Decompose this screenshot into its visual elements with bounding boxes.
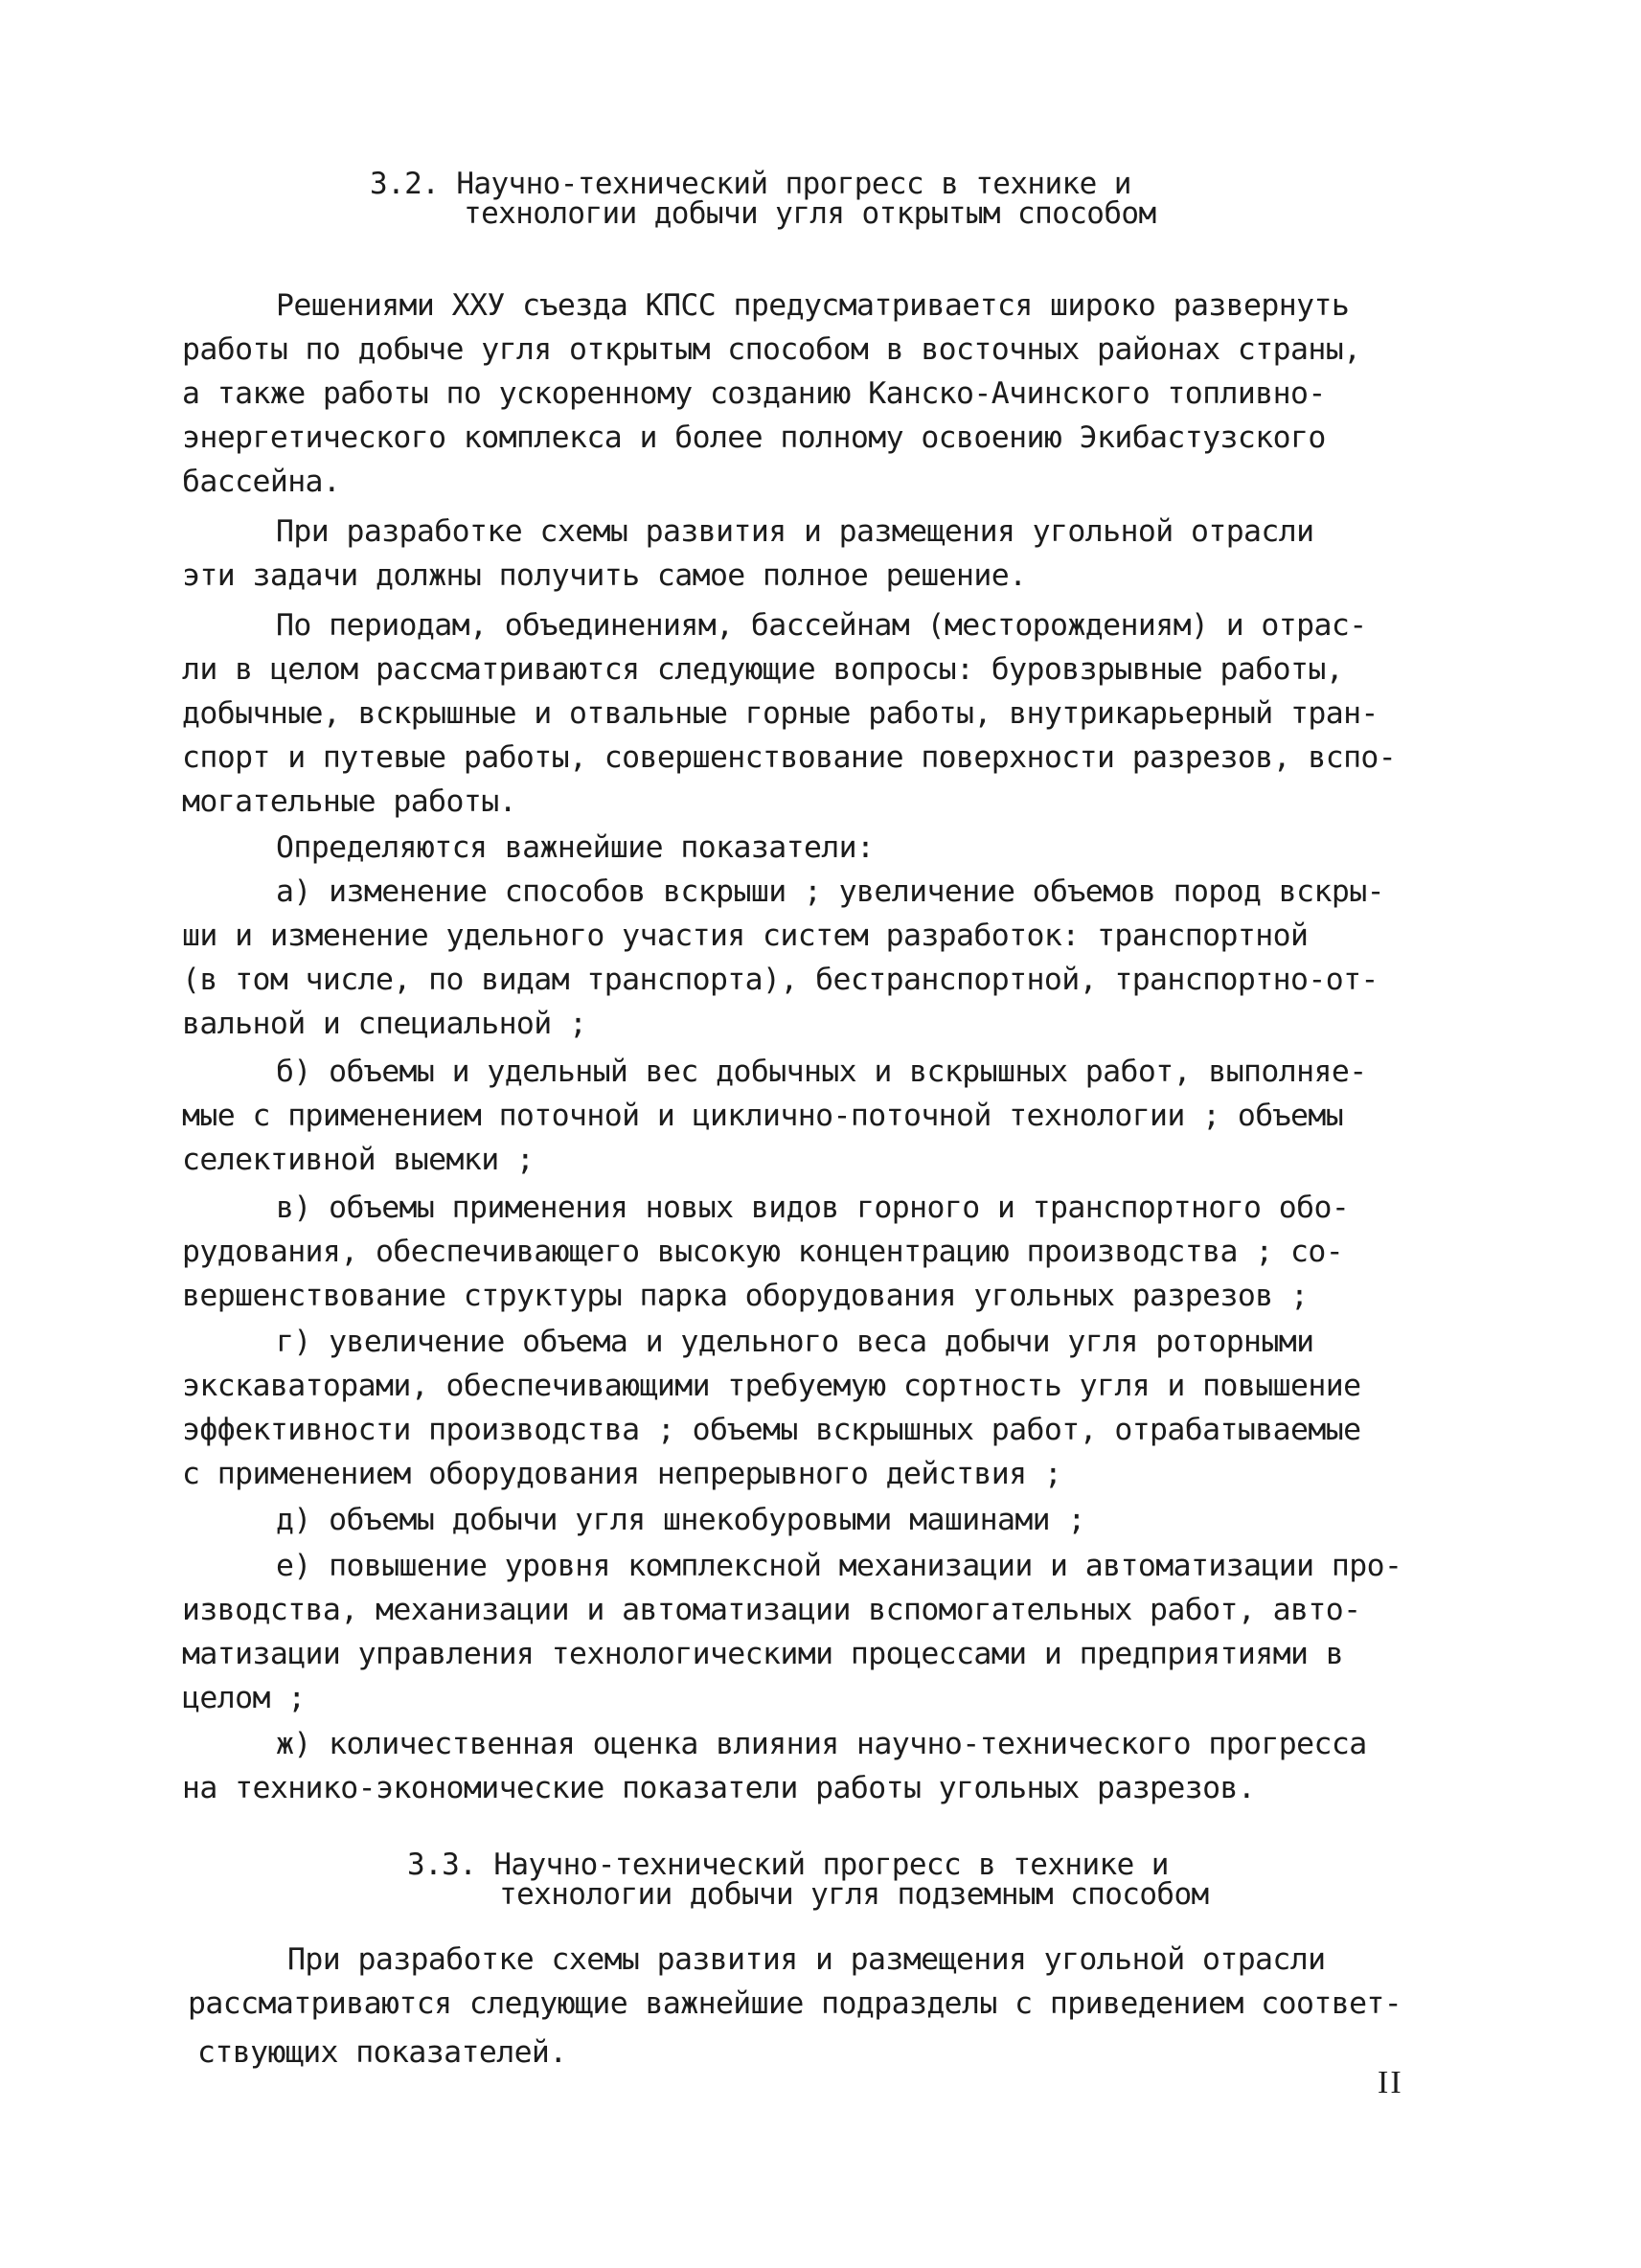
page-number: II xyxy=(1378,2065,1403,2100)
text-line: д) объемы добычи угля шнекобуровыми машинами ; xyxy=(276,1503,1085,1537)
text-line: При разработке схемы развития и размещения угольной отрасли xyxy=(287,1942,1326,1977)
text-line: мые с применением поточной и циклично-поточной технологии ; объемы xyxy=(182,1099,1344,1133)
section-3-3-title-line-1: 3.3. Научно-технический прогресс в технике и xyxy=(407,1848,1169,1882)
text-line: энергетического комплекса и более полному освоению Экибастузского xyxy=(182,420,1326,455)
text-line: эти задачи должны получить самое полное решение. xyxy=(182,558,1027,593)
text-line: эффективности производства ; объемы вскрышных работ, отрабатываемые xyxy=(182,1413,1361,1447)
text-line: а) изменение способов вскрыши ; увеличение объемов пород вскры- xyxy=(276,874,1384,909)
text-line: бассейна. xyxy=(182,465,341,499)
text-line: ши и изменение удельного участия систем разработок: транспортной xyxy=(182,919,1309,953)
text-line: на технико-экономические показатели работы угольных разрезов. xyxy=(182,1771,1256,1805)
text-line: спорт и путевые работы, совершенствование поверхности разрезов, вспо- xyxy=(182,740,1397,775)
text-line: с применением оборудования непрерывного действия ; xyxy=(182,1457,1062,1491)
text-line: Решениями ХХУ съезда КПСС предусматривается широко развернуть xyxy=(276,288,1350,323)
text-line: ствующих показателей. xyxy=(197,2035,567,2070)
text-line: могательные работы. xyxy=(182,784,516,819)
text-line: б) объемы и удельный вес добычных и вскрышных работ, выполняе- xyxy=(276,1055,1367,1089)
text-line: работы по добыче угля открытым способом в восточных районах страны, xyxy=(182,332,1361,367)
text-line: е) повышение уровня комплексной механизации и автоматизации про- xyxy=(276,1549,1402,1583)
text-line: вершенствование структуры парка оборудования угольных разрезов ; xyxy=(182,1279,1309,1313)
section-3-2-title-line-2: технологии добычи угля открытым способом xyxy=(464,196,1156,231)
text-line: г) увеличение объема и удельного веса добычи угля роторными xyxy=(276,1325,1314,1359)
text-line: (в том числе, по видам транспорта), бестранспортной, транспортно-от- xyxy=(182,963,1379,997)
text-line: в) объемы применения новых видов горного и транспортного обо- xyxy=(276,1191,1350,1225)
text-line: ж) количественная оценка влияния научно-технического прогресса xyxy=(276,1727,1367,1761)
text-line: По периодам, объединениям, бассейнам (месторождениям) и отрас- xyxy=(276,608,1367,643)
text-line: селективной выемки ; xyxy=(182,1143,535,1177)
text-line: добычные, вскрышные и отвальные горные работы, внутрикарьерный тран- xyxy=(182,696,1379,731)
section-3-3-title-line-2: технологии добычи угля подземным способом xyxy=(499,1877,1209,1912)
text-line: а также работы по ускоренному созданию Канско-Ачинского топливно- xyxy=(182,376,1326,411)
text-line: матизации управления технологическими процессами и предприятиями в xyxy=(182,1637,1344,1671)
text-line: ли в целом рассматриваются следующие вопросы: буровзрывные работы, xyxy=(182,652,1344,687)
text-line: Определяются важнейшие показатели: xyxy=(276,830,875,865)
text-line: экскаваторами, обеспечивающими требуемую сортность угля и повышение xyxy=(182,1369,1361,1403)
section-3-2-title-line-1: 3.2. Научно-технический прогресс в технике и xyxy=(370,167,1131,201)
text-line: вальной и специальной ; xyxy=(182,1007,587,1041)
text-line: изводства, механизации и автоматизации вспомогательных работ, авто- xyxy=(182,1593,1361,1627)
text-line: рассматриваются следующие важнейшие подразделы с приведением соответ- xyxy=(188,1986,1402,2021)
text-line: При разработке схемы развития и размещения угольной отрасли xyxy=(276,514,1314,549)
text-line: рудования, обеспечивающего высокую концентрацию производства ; со- xyxy=(182,1235,1344,1269)
text-line: целом ; xyxy=(182,1681,306,1715)
